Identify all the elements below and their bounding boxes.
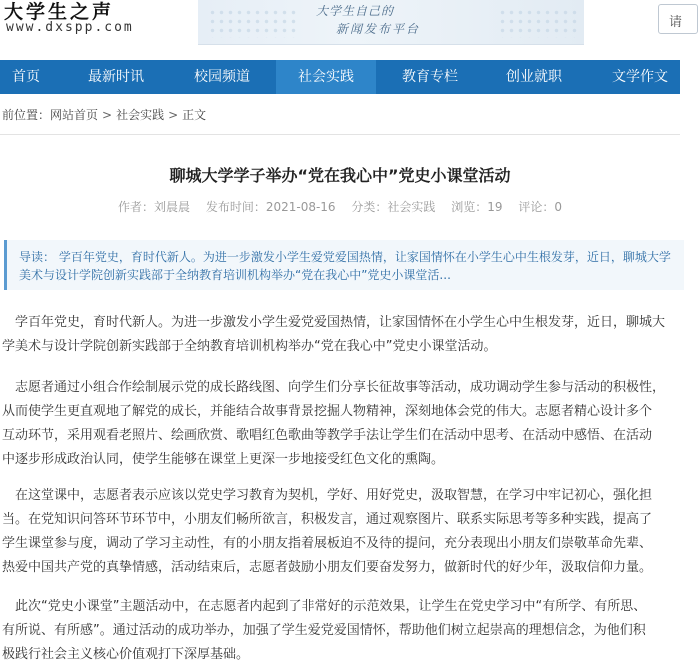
meta-category: 分类：社会实践 (351, 200, 436, 214)
lead-text-2: 美术与设计学院创新实践部于全纳教育培训机构举办“党在我心中”党史小课堂活... (19, 268, 451, 282)
paragraph-line: 热爱中国共产党的真挚情感，活动结束后，志愿者鼓励小朋友们要奋发努力，做新时代的好少年，汲取信仰力量。 (2, 560, 653, 575)
nav-item-career[interactable]: 创业就职 (506, 69, 562, 85)
banner-slogan-line1: 大学生自己的 (316, 4, 395, 18)
article-paragraph-1 (2, 311, 665, 359)
meta-comments: 评论：0 (518, 200, 562, 214)
paragraph-line: 有所说、有所感”。通过活动的成功举办，加强了学生爱党爱国情怀，帮助他们树立起崇高的理想信念，为他们积 (2, 623, 646, 638)
search-input[interactable] (658, 4, 698, 34)
logo-url: www.dxspp.com (6, 20, 134, 35)
site-logo[interactable] (2, 0, 192, 40)
article-paragraph-2 (2, 376, 665, 472)
nav-item-campus[interactable]: 校园频道 (194, 69, 250, 85)
banner-slogan-line2: 新闻发布平台 (336, 22, 421, 36)
paragraph-line: 从而使学生更直观地了解党的成长，并能结合故事背景挖掘人物精神，深刻地体会党的伟大。志愿者精心设计多个 (2, 404, 653, 419)
nav-item-literature[interactable]: 文学作文 (612, 69, 668, 85)
paragraph-line: 学百年党史，育时代新人。为进一步激发小学生爱党爱国热情，让家国情怀在小学生心中生根发芽，近日，聊城大 (2, 315, 666, 330)
breadcrumb-category-link[interactable]: 社会实践 (116, 108, 165, 122)
divider (0, 134, 680, 135)
paragraph-line: 互动环节，采用观看老照片、绘画欣赏、歌唱红色歌曲等教学手法让学生们在活动中思考、在活动中感悟、在活动 (2, 428, 653, 443)
breadcrumb-separator: > (102, 108, 113, 122)
breadcrumb-current: 正文 (182, 108, 207, 122)
breadcrumb-separator: > (168, 108, 179, 122)
breadcrumb (2, 106, 206, 126)
main-nav (0, 60, 680, 94)
article-title: 聊城大学学子举办“党在我心中”党史小课堂活动 (169, 166, 511, 185)
paragraph-line: 当。在党知识问答环节环节中，小朋友们畅所欲言，积极发言，通过观察图片、联系实际思考等多种实践，提高了 (2, 512, 653, 527)
breadcrumb-prefix: 前位置： (2, 108, 51, 122)
header-banner (198, 0, 584, 45)
logo-title: 大学生之声 (4, 1, 115, 23)
lead-text-1: 学百年党史，育时代新人。为进一步激发小学生爱党爱国热情，让家国情怀在小学生心中生根发芽，近日，聊城大学 (58, 250, 671, 264)
meta-author: 作者：刘晨晨 (117, 200, 190, 214)
paragraph-line: 此次“党史小课堂”主题活动中，在志愿者内起到了非常好的示范效果，让学生在党史学习中“有所学、有所思、 (2, 599, 647, 614)
article-paragraph-3 (2, 484, 652, 580)
article-lead (4, 240, 684, 290)
paragraph-line: 志愿者通过小组合作绘制展示党的成长路线图、向学生们分享长征故事等活动，成功调动学生参与活动的积极性， (2, 380, 666, 395)
paragraph-line: 学美术与设计学院创新实践部于全纳教育培训机构举办“党在我心中”党史小课堂活动。 (2, 339, 497, 354)
lead-line (19, 248, 674, 266)
banner-decoration (498, 8, 578, 38)
paragraph-line: 在这堂课中，志愿者表示应该以党史学习教育为契机，学好、用好党史，汲取智慧，在学习中牢记初心，强化担 (2, 488, 653, 503)
lead-label: 导读： (19, 250, 56, 264)
paragraph-line: 极践行社会主义核心价值观打下深厚基础。 (2, 647, 250, 662)
article-meta (0, 198, 680, 215)
paragraph-line: 中逐步形成政治认同，使学生能够在课堂上更深一步地接受红色文化的熏陶。 (2, 452, 445, 467)
nav-item-latest[interactable]: 最新时讯 (88, 69, 144, 85)
nav-item-education[interactable]: 教育专栏 (402, 69, 458, 85)
breadcrumb-home-link[interactable]: 网站首页 (50, 108, 99, 122)
article-paragraph-4 (2, 595, 646, 667)
meta-views: 浏览：19 (451, 200, 503, 214)
paragraph-line: 学生课堂参与度，调动了学习主动性，有的小朋友指着展板迫不及待的提问，充分表现出小朋友们崇敬革命先辈、 (2, 536, 653, 551)
nav-item-home[interactable]: 首页 (12, 69, 40, 85)
meta-date: 发布时间：2021-08-16 (205, 200, 336, 214)
nav-item-social-practice[interactable]: 社会实践 (276, 60, 376, 94)
search-placeholder: 请 (669, 15, 683, 30)
banner-decoration (208, 8, 298, 38)
